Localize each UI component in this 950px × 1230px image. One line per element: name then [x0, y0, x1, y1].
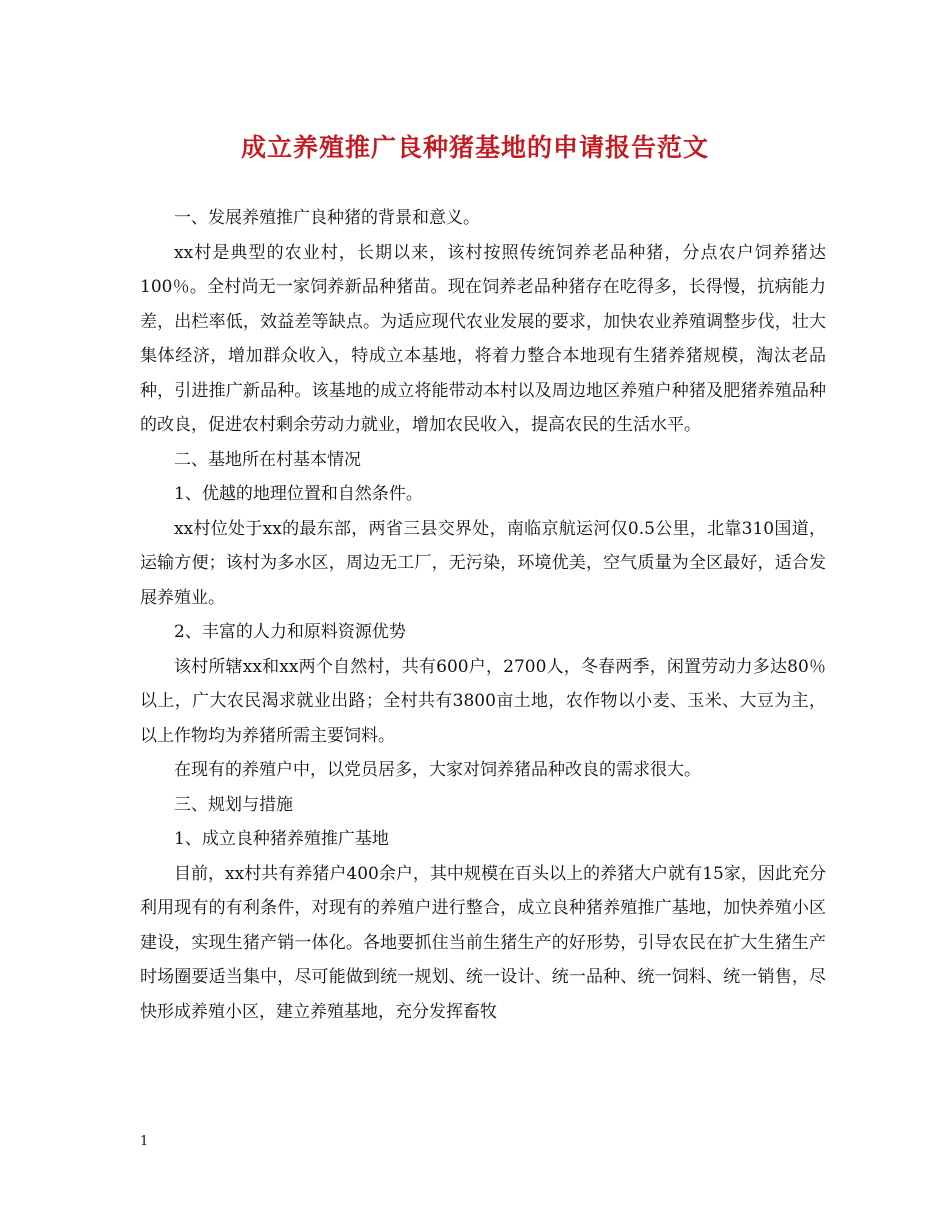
page-number: 1 [140, 1134, 149, 1149]
paragraph-background: xx村是典型的农业村，长期以来，该村按照传统饲养老品种猪，分点农户饲养猪达100％。全村尚无一家饲养新品种猪苗。现在饲养老品种猪存在吃得多，长得慢，抗病能力差，出栏率低，效益差等缺点。为适应现代农业发展的要求，加快农业养殖调整步伐，壮大集体经济，增加群众收入，特成立本基地，将着力整合本地现有生猪养猪规模，淘汰老品种，引进推广新品种。该基地的成立将能带动本村以及周边地区养殖户种猪及肥猪养殖品种的改良，促进农村剩余劳动力就业，增加农民收入，提高农民的生活水平。 [140, 242, 826, 435]
paragraph-planning-heading: 三、规划与措施 [174, 794, 293, 815]
paragraph-location: xx村位处于xx的最东部，两省三县交界处，南临京航运河仅0.5公里，北靠310国道，运输方便；该村为多水区，周边无工厂，无污染，环境优美，空气质量为全区最好，适合发展养殖业。 [140, 518, 826, 608]
paragraph-base-heading: 1、成立良种猪养殖推广基地 [174, 829, 389, 849]
paragraph-resources-heading: 2、丰富的人力和原料资源优势 [174, 622, 406, 642]
paragraph-location-heading: 1、优越的地理位置和自然条件。 [174, 484, 423, 504]
document-title: 成立养殖推广良种猪基地的申请报告范文 [240, 133, 709, 162]
paragraph-village-heading: 二、基地所在村基本情况 [174, 449, 361, 470]
document-body [140, 201, 826, 1029]
paragraph-resources: 该村所辖xx和xx两个自然村，共有600户，2700人，冬春两季，闲置劳动力多达80％以上，广大农民渴求就业出路；全村共有3800亩土地，农作物以小麦、玉米、大豆为主，以上作物均为养猪所需主要饲料。 [140, 656, 826, 746]
paragraph-background-heading: 一、发展养殖推广良种猪的背景和意义。 [174, 208, 480, 228]
paragraph-party-members: 在现有的养殖户中，以党员居多，大家对饲养猪品种改良的需求很大。 [174, 760, 701, 780]
paragraph-base: 目前，xx村共有养猪户400余户，其中规模在百头以上的养猪大户就有15家，因此充分利用现有的有利条件，对现有的养殖户进行整合，成立良种猪养殖推广基地，加快养殖小区建设，实现生猪产销一体化。各地要抓住当前生猪生产的好形势，引导农民在扩大生猪生产时场圈要适当集中，尽可能做到统一规划、统一设计、统一品种、统一饲料、统一销售，尽快形成养殖小区，建立养殖基地，充分发挥畜牧 [140, 863, 826, 1022]
